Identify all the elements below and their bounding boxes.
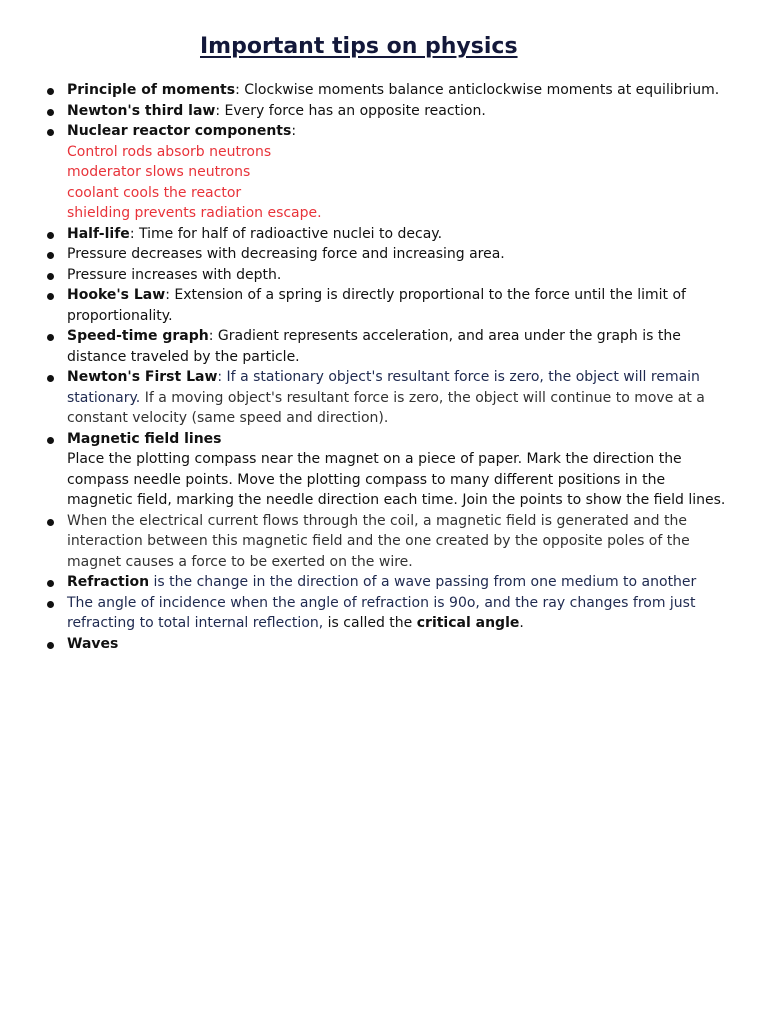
bullet-icon xyxy=(47,129,54,136)
tip-term: Newton's third law xyxy=(67,102,216,119)
tip-text: Pressure decreases with decreasing force and increasing area. xyxy=(67,246,505,262)
tip-half-life xyxy=(0,224,768,245)
tip-term: Speed-time graph xyxy=(67,328,209,344)
tip-text: The angle of incidence when the angle of refraction is 90o, and the ray changes from just refracting to total internal reflection, xyxy=(67,594,696,631)
tip-text: Place the plotting compass near the magnet on a piece of paper. Mark the direction the compass needle points. Move the plotting compass to many different positions in the magnetic field, marking the needle direction each time. Join the points to show the field lines. xyxy=(67,451,726,508)
tip-term: Waves xyxy=(67,635,119,652)
tip-pressure-depth xyxy=(0,265,768,286)
tip-term: Hooke's Law xyxy=(67,287,166,303)
tip-text-continued: is called the xyxy=(323,615,417,631)
tip-colon: : xyxy=(291,123,297,139)
tip-text: Pressure increases with depth. xyxy=(67,266,282,283)
tip-text-continued: If a moving object's resultant force is zero, the object will continue to move at a constant velocity (same speed and direction). xyxy=(67,389,705,426)
tip-term: Newton's First Law xyxy=(67,369,218,385)
bullet-icon xyxy=(47,293,54,300)
tip-text: : Every force has an opposite reaction. xyxy=(215,102,486,119)
tip-newtons-third-law xyxy=(0,101,768,122)
bullet-icon xyxy=(47,375,54,382)
tip-pressure-area xyxy=(0,244,768,265)
tip-term: Magnetic field lines xyxy=(67,430,222,447)
tip-text: is the change in the direction of a wave passing from one medium to another xyxy=(149,574,697,590)
tip-hookes-law xyxy=(0,285,768,326)
tip-text: : Time for half of radioactive nuclei to decay. xyxy=(129,225,443,242)
bullet-icon xyxy=(47,580,54,587)
bullet-icon xyxy=(47,109,54,116)
tip-text: : Extension of a spring is directly proportional to the force until the limit of proportionality. xyxy=(67,287,686,324)
bullet-icon xyxy=(47,232,54,239)
tip-text: : If a stationary object's resultant force is zero, the object will remain stationary. xyxy=(67,369,700,406)
bullet-icon xyxy=(47,273,54,280)
bullet-icon xyxy=(47,88,54,95)
tip-term: Nuclear reactor components xyxy=(67,123,292,139)
tip-text: : Gradient represents acceleration, and area under the graph is the distance traveled by the particle. xyxy=(67,328,681,365)
tip-term: Half-life xyxy=(67,225,130,242)
tip-principle-of-moments xyxy=(0,80,768,101)
tip-term: Refraction xyxy=(67,574,150,590)
tip-waves xyxy=(0,634,768,655)
reactor-item: shielding prevents radiation escape. xyxy=(67,205,322,221)
bullet-icon xyxy=(47,601,54,608)
bullet-icon xyxy=(47,519,54,526)
tip-critical-angle xyxy=(0,593,768,634)
tips-list xyxy=(0,80,768,654)
bullet-icon xyxy=(47,437,54,444)
tip-text: : Clockwise moments balance anticlockwise moments at equilibrium. xyxy=(235,82,720,98)
tip-speed-time-graph xyxy=(0,326,768,367)
tip-refraction xyxy=(0,572,768,593)
tip-term: critical angle xyxy=(416,615,520,631)
tip-nuclear-reactor-components xyxy=(0,121,768,224)
reactor-item: coolant cools the reactor xyxy=(67,184,242,201)
tip-term: Principle of moments xyxy=(67,82,236,98)
tip-text: When the electrical current flows through the coil, a magnetic field is generated and the interaction between this magnetic field and the one created by the opposite poles of the magnet causes a force to be exerted on the wire. xyxy=(67,512,690,570)
reactor-item: moderator slows neutrons xyxy=(67,164,251,180)
bullet-icon xyxy=(47,334,54,341)
page-title: Important tips on physics xyxy=(200,34,518,59)
reactor-item: Control rods absorb neutrons xyxy=(67,143,272,160)
tip-newtons-first-law xyxy=(0,367,768,429)
tip-end: . xyxy=(519,615,524,631)
bullet-icon xyxy=(47,642,54,649)
tip-motor-effect xyxy=(0,511,768,573)
tip-magnetic-field-lines xyxy=(0,429,768,511)
bullet-icon xyxy=(47,252,54,259)
